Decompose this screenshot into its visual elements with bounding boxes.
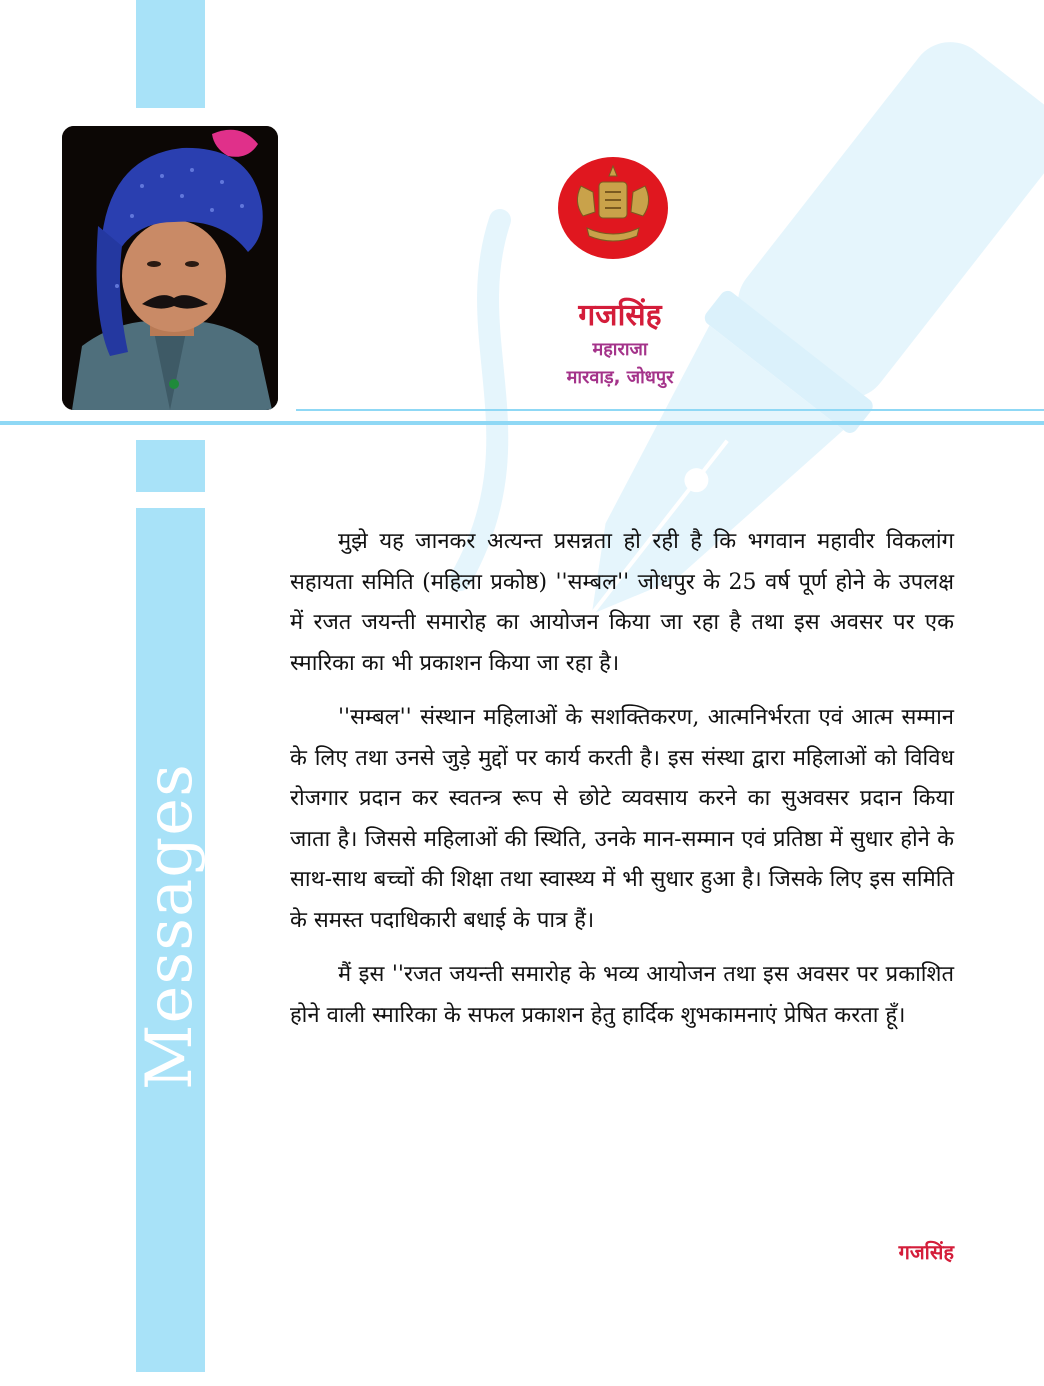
sidebar-label: Messages [133,763,207,1090]
header-divider-thick [0,421,1044,425]
coat-of-arms-emblem [557,156,669,260]
sidebar-bar-top [136,0,205,108]
sidebar-bar-middle [136,440,205,492]
person-designation: महाराजा [592,339,648,360]
message-paragraph: ''सम्बल'' संस्थान महिलाओं के सशक्तिकरण, आत्मनिर्भरता एवं आत्म सम्मान के लिए तथा उनसे जुड़े मुद्दों पर कार्य करती है। इस संस्था द्वारा महिलाओं को विविध रोजगार प्रदान कर स्वतन्त्र रूप से छोटे व्यवसाय करने का सुअवसर प्रदान किया जाता है। जिससे महिलाओं की स्थिति, उनके मान-सम्मान एवं प्रतिष्ठा में सुधार होने के साथ-साथ बच्चों की शिक्षा तथा स्वास्थ्य में भी सुधार हुआ है। जिसके लिए इस समिति के समस्त पदाधिकारी बधाई के पात्र हैं। [290,705,954,933]
message-body [290,522,954,1050]
person-name: गजसिंह [578,298,662,333]
header-block [520,296,720,392]
header-divider-thin [296,409,1044,411]
message-paragraph: मुझे यह जानकर अत्यन्त प्रसन्नता हो रही है कि भगवान महावीर विकलांग सहायता समिति (महिला प्रकोष्ठ) ''सम्बल'' जोधपुर के 25 वर्ष पूर्ण होने के उपलक्ष में रजत जयन्ती समारोह का आयोजन किया जा रहा है तथा इस अवसर पर एक स्मारिका का भी प्रकाशन किया जा रहा है। [290,529,954,676]
portrait-photo [62,126,278,410]
signature: गजसिंह [898,1240,954,1264]
person-location: मारवाड़, जोधपुर [566,367,674,388]
message-paragraph: मैं इस ''रजत जयन्ती समारोह के भव्य आयोजन तथा इस अवसर पर प्रकाशित होने वाली स्मारिका के सफल प्रकाशन हेतु हार्दिक शुभकामनाएं प्रेषित करता हूँ। [290,962,954,1028]
